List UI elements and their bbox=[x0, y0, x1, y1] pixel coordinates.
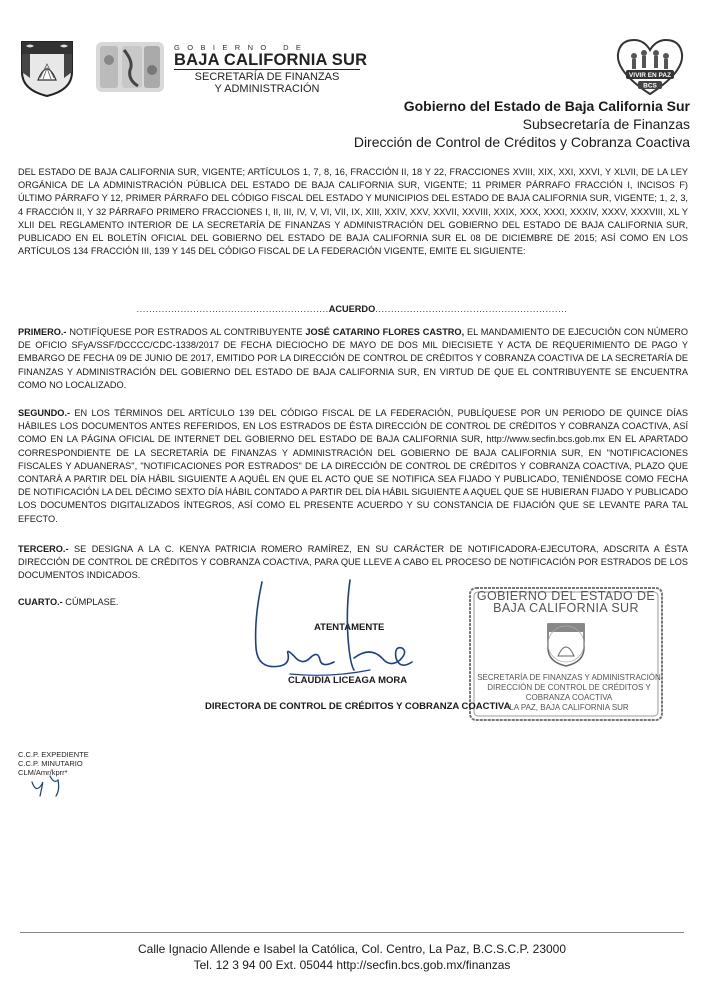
signer-name: CLAUDIA LICEAGA MORA bbox=[288, 675, 408, 686]
primero-paragraph bbox=[18, 326, 688, 392]
secretaria-line-1: SECRETARÍA DE FINANZAS bbox=[194, 71, 340, 83]
ccp-line-1: C.C.P. EXPEDIENTE bbox=[18, 750, 89, 759]
vivir-en-paz-heart-logo bbox=[612, 36, 688, 98]
tercero-paragraph bbox=[18, 543, 688, 583]
stamp-top-text bbox=[476, 590, 656, 614]
secretaria-label bbox=[174, 71, 360, 95]
secretaria-line-2: Y ADMINISTRACIÓN bbox=[214, 83, 320, 95]
handwritten-signature bbox=[250, 578, 420, 688]
contributor-name: JOSÉ CATARINO FLORES CASTRO, bbox=[305, 327, 465, 337]
tercero-text: SE DESIGNA A LA C. KENYA PATRICIA ROMERO RAMÍREZ, EN SU CARÁCTER DE NOTIFICADORA-EJECUTORA, ADSCRITA A ÉSTA DIRECCIÓN DE CONTROL DE CRÉDITOS Y COBRANZA COACTIVA, PARA QUE LLEVE A CABO EL PROCESO DE NOTIFICACIÓN POR ESTRADOS DE LOS DOCUMENTOS INDICADOS. bbox=[18, 544, 688, 581]
acuerdo-heading bbox=[0, 304, 704, 314]
heart-logo-text-2: BCS bbox=[643, 82, 657, 90]
stamp-bottom-line-4: LA PAZ, BAJA CALIFORNIA SUR bbox=[509, 703, 629, 712]
segundo-text: EN LOS TÉRMINOS DEL ARTÍCULO 139 DEL CÓDIGO FISCAL DE LA FEDERACIÓN, PUBLÍQUESE POR UN PERIODO DE QUINCE DÍAS HÁBILES LOS DOCUMENTOS ANTES REFERIDOS, EN LOS ESTRADOS DE ÉSTA DIRECCIÓN DE CONTROL DE CRÉDITOS Y COBRANZA COACTIVA, ASÍ COMO EN LA PÁGINA OFICIAL DE INTERNET DEL GOBIERNO DEL ESTADO DE BAJA CALIFORNIA SUR, http://www.secfin.bcs.gob.mx EN EL APARTADO CORRESPONDIENTE DE LA SECRETARÍA DE FINANZAS Y ADMINISTRACIÓN DEL GOBIERNO DE BAJA CALIFORNIA SUR, EN "NOTIFICACIONES FISCALES Y ADUANERAS", "NOTIFICACIONES POR ESTRADOS" DE LA DIRECCIÓN DE CONTROL DE CRÉDITOS Y COBRANZA COACTIVA, PLAZO QUE CONTARÁ A PARTIR DEL DÍA HÁBIL SIGUIENTE A AQUÉL EN QUE EL ACTO QUE SE NOTIFICA SEA FIJADO Y PUBLICADO, TENIÉNDOSE COMO FECHA DE NOTIFICACIÓN LA DEL DÉCIMO SEXTO DÍA HÁBIL CONTADO A PARTIR DEL DÍA HÁBIL SIGUIENTE A AQUEL QUE SE HUBIERAN FIJADO Y PUBLICADO LOS DOCUMENTOS DIGITALIZADOS ÍNTEGROS, ASÍ COMO EL PRESENTE ACUERDO Y SU CONSTANCIA DE FIJACIÓN QUE SE LEVANTE PARA TAL EFECTO. bbox=[18, 408, 688, 524]
cuarto-text: CÚMPLASE. bbox=[62, 597, 119, 607]
primero-text-b: EL MANDAMIENTO DE EJECUCIÓN CON NÚMERO DE OFICIO SFyA/SSF/DCCCC/CDC-1338/2017 DE FECHA DIECIOCHO DE MAYO DE DOS MIL DIECISIETE Y ACTA DE REQUERIMIENTO DE PAGO Y EMBARGO DE FECHA 09 DE JUNIO DE 2017, EMITIDO POR LA DIRECCIÓN DE CONTROL DE CRÉDITOS Y COBRANZA COACTIVA DE LA SECRETARÍA DE FINANZAS Y ADMINISTRACIÓN DEL GOBIERNO DEL ESTADO DE BAJA CALIFORNIA SUR, EN VIRTUD DE QUE EL CONTRIBUYENTE SE ENCUENTRA COMO NO LOCALIZADO. bbox=[18, 327, 688, 390]
stamp-bottom-line-1: SECRETARÍA DE FINANZAS Y ADMINISTRACIÓN bbox=[477, 673, 661, 682]
footer-divider bbox=[20, 932, 684, 933]
state-name-logo-text: BAJA CALIFORNIA SUR bbox=[174, 51, 368, 69]
document-header-subtitle: Subsecretaría de Finanzas bbox=[522, 116, 690, 132]
acuerdo-dots-right: ............................................................. bbox=[375, 304, 568, 314]
segundo-paragraph bbox=[18, 407, 688, 526]
footer-address: Calle Ignacio Allende e Isabel la Católica, Col. Centro, La Paz, B.C.S.C.P. 23000 bbox=[137, 942, 567, 956]
stamp-top-line-1: GOBIERNO DEL ESTADO DE bbox=[476, 589, 656, 603]
segundo-label: SEGUNDO.- bbox=[18, 408, 71, 418]
intro-paragraph: DEL ESTADO DE BAJA CALIFORNIA SUR, VIGENTE; ARTÍCULOS 1, 7, 8, 16, FRACCIÓN II, 18 Y 22, FRACCIONES XVIII, XIX, XXI, XXVI, Y XLVII, DE LA LEY ORGÁNICA DE LA ADMINISTRACIÓN PÚBLICA DEL ESTADO DE BAJA CALIFORNIA SUR, VIGENTE; 11 PRIMER PÁRRAFO FRACCIÓN I, INCISOS F) ÚLTIMO PÁRRAFO Y 12, PRIMER PÁRRAFO DEL CÓDIGO FISCAL DEL ESTADO Y MUNICIPIOS DEL ESTADO DE BAJA CALIFORNIA SUR, VIGENTE; 1, 2, 3, 4 FRACCIÓN II, Y 32 PÁRRAFO PRIMERO FRACCIONES I, II, III, IV, V, VI, VII, IX, XIII, XXIV, XXV, XXVII, XXVIII, XXIX, XXX, XXXI, XXXIV, XXXV, XXXVIII, XL Y XLII DEL REGLAMENTO INTERIOR DE LA SECRETARÍA DE FINANZAS Y ADMINISTRACIÓN DEL GOBIERNO DEL ESTADO DE BAJA CALIFORNIA SUR, PUBLICADO EN EL BOLETÍN OFICIAL DEL GOBIERNO DEL ESTADO DE BAJA CALIFORNIA SUR EL 08 DE DICIEMBRE DE 2015; ASÍ COMO EN LOS ARTÍCULOS 134 FRACCIÓN III, 139 Y 145 DEL CÓDIGO FISCAL DE LA FEDERACIÓN VIGENTE, EMITE EL SIGUIENTE: bbox=[18, 167, 688, 257]
ccp-line-2: C.C.P. MINUTARIO bbox=[18, 759, 83, 768]
heart-logo-text-1: VIVIR EN PAZ bbox=[628, 72, 672, 79]
stamp-top-line-2: BAJA CALIFORNIA SUR bbox=[493, 601, 639, 615]
primero-label: PRIMERO.- bbox=[18, 327, 67, 337]
acuerdo-dots-left: ............................................................. bbox=[136, 304, 329, 314]
stamp-bottom-line-3: COBRANZA COACTIVA bbox=[525, 693, 613, 702]
tercero-label: TERCERO.- bbox=[18, 544, 69, 554]
stamp-bottom-line-2: DIRECCIÓN DE CONTROL DE CRÉDITOS Y bbox=[487, 683, 651, 692]
gobierno-de-label: GOBIERNO DE bbox=[174, 43, 309, 52]
atentamente-label: ATENTAMENTE bbox=[314, 622, 385, 633]
document-header-direction: Dirección de Control de Créditos y Cobranza Coactiva bbox=[353, 134, 690, 150]
acuerdo-label: ACUERDO bbox=[328, 304, 376, 314]
cuarto-label: CUARTO.- bbox=[18, 597, 63, 607]
footer-phone: Tel. 12 3 94 00 Ext. 05044 http://secfin.bcs.gob.mx/finanzas bbox=[193, 958, 511, 972]
handwritten-initials bbox=[28, 772, 68, 798]
primero-text-a: NOTIFÍQUESE POR ESTRADOS AL CONTRIBUYENTE bbox=[66, 327, 306, 337]
signer-title: DIRECTORA DE CONTROL DE CRÉDITOS Y COBRANZA COACTIVA bbox=[205, 701, 511, 712]
state-shield-logo bbox=[16, 38, 78, 98]
ccp-line-3: CLM/Amr/kprr* bbox=[18, 768, 68, 777]
document-header-title: Gobierno del Estado de Baja California Sur bbox=[403, 98, 690, 114]
header-divider bbox=[174, 69, 360, 70]
baja-california-map-logo bbox=[94, 40, 166, 94]
